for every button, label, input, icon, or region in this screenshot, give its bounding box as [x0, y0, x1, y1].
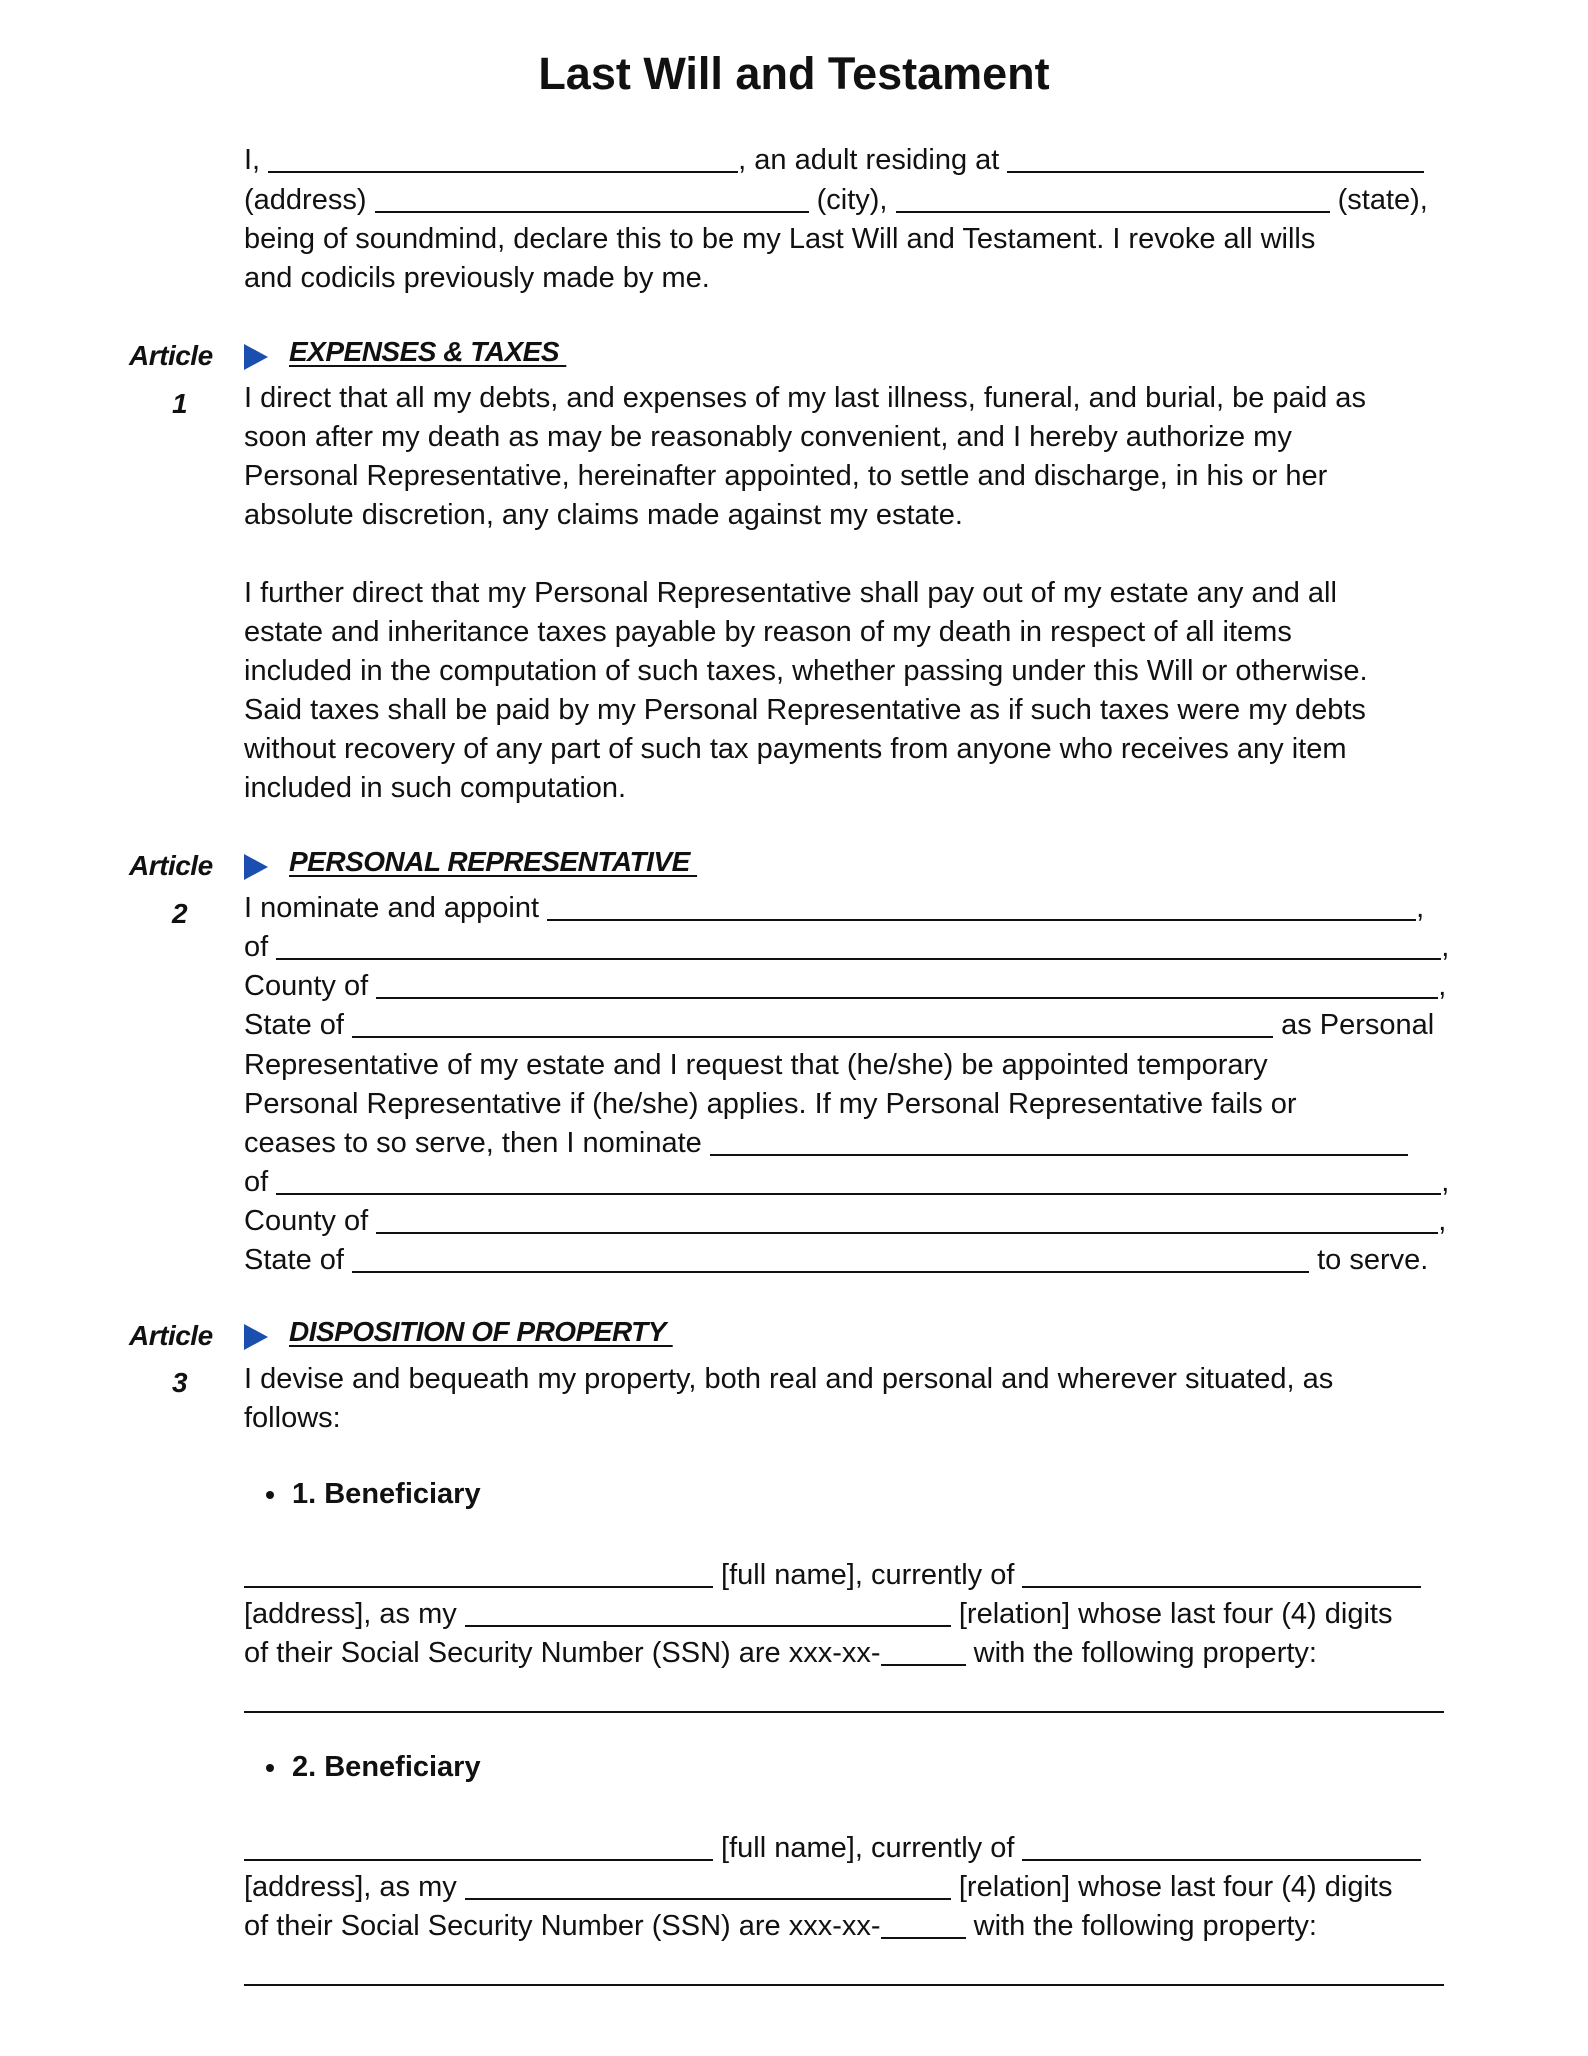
alternate-nominate-line [244, 1123, 1408, 1163]
article-number: 2 [172, 898, 188, 929]
text: I nominate and appoint [244, 892, 548, 924]
beneficiary-line [244, 1594, 1392, 1634]
triangle-bullet-icon [244, 854, 268, 880]
of-line [244, 927, 1449, 967]
beneficiary-ssn-blank[interactable] [881, 1911, 966, 1939]
paragraph-line: I direct that all my debts, and expenses of my last illness, funeral, and burial, be paid as [244, 382, 1366, 414]
article-label: Article [129, 340, 213, 371]
text: , [1441, 1166, 1450, 1198]
beneficiary-name-blank[interactable] [244, 1833, 713, 1861]
text: [relation] whose last four (4) digits [950, 1871, 1393, 1903]
text: [address], as my [244, 1598, 465, 1630]
text: , [1438, 1205, 1447, 1237]
text: (address) [244, 184, 375, 216]
bullet-icon [266, 1764, 274, 1772]
intro-line: being of soundmind, declare this to be my Last Will and Testament. I revoke all wills [244, 223, 1316, 255]
text: 1. Beneficiary [292, 1478, 481, 1510]
paragraph-line: I devise and bequeath my property, both real and personal and wherever situated, as [244, 1363, 1334, 1395]
article-label: Article [129, 850, 213, 881]
text: County of [244, 1205, 377, 1237]
beneficiary-property-blank[interactable] [244, 1685, 1444, 1713]
bullet-icon [266, 1491, 274, 1499]
alternate-county-blank[interactable] [376, 1206, 1438, 1234]
text: of their Social Security Number (SSN) are xxx-xx- [244, 1637, 881, 1669]
triangle-bullet-icon [244, 344, 268, 370]
county-line [244, 1201, 1446, 1241]
representative-of-blank[interactable] [276, 932, 1441, 960]
paragraph-line: without recovery of any part of such tax payments from anyone who receives any item [244, 733, 1347, 765]
text: [address], as my [244, 1871, 465, 1903]
text: ceases to so serve, then I nominate [244, 1127, 710, 1159]
beneficiary-property-line [244, 1680, 1444, 1720]
representative-county-blank[interactable] [376, 971, 1438, 999]
text: of [244, 931, 277, 963]
of-line [244, 1162, 1449, 1202]
representative-state-blank[interactable] [352, 1010, 1273, 1038]
paragraph-line: I further direct that my Personal Representative shall pay out of my estate any and all [244, 577, 1337, 609]
beneficiary-heading [266, 1478, 481, 1511]
text: County of [244, 970, 377, 1002]
text: , an adult residing at [738, 144, 1008, 176]
article-heading: PERSONAL REPRESENTATIVE [289, 846, 698, 877]
text: , [1441, 931, 1450, 963]
beneficiary-line [244, 1867, 1392, 1907]
paragraph-line: estate and inheritance taxes payable by reason of my death in respect of all items [244, 616, 1292, 648]
beneficiary-heading [266, 1751, 481, 1784]
beneficiary-relation-blank[interactable] [465, 1872, 951, 1900]
beneficiary-line [244, 1906, 1317, 1946]
article-label: Article [129, 1320, 213, 1351]
beneficiary-name-blank[interactable] [244, 1560, 713, 1588]
beneficiary-address-blank[interactable] [1022, 1560, 1421, 1588]
paragraph-line: included in the computation of such taxes, whether passing under this Will or otherwise. [244, 655, 1368, 687]
text: State of [244, 1009, 353, 1041]
paragraph-line: absolute discretion, any claims made against my estate. [244, 499, 963, 531]
triangle-bullet-icon [244, 1324, 268, 1350]
text: (state), [1329, 184, 1428, 216]
state-line [244, 1005, 1434, 1045]
beneficiary-property-blank[interactable] [244, 1958, 1444, 1986]
state-blank[interactable] [896, 185, 1330, 213]
city-blank[interactable] [375, 185, 809, 213]
beneficiary-ssn-blank[interactable] [881, 1638, 966, 1666]
text: to serve. [1309, 1244, 1429, 1276]
alternate-name-blank[interactable] [710, 1128, 1408, 1156]
beneficiary-line [244, 1633, 1317, 1673]
intro-line: and codicils previously made by me. [244, 262, 710, 294]
alternate-state-blank[interactable] [352, 1245, 1309, 1273]
paragraph-line: Personal Representative, hereinafter appointed, to settle and discharge, in his or her [244, 460, 1328, 492]
text: State of [244, 1244, 353, 1276]
document-title: Last Will and Testament [538, 48, 1050, 99]
text: I, [244, 144, 269, 176]
intro-line [244, 140, 1424, 180]
representative-name-blank[interactable] [547, 893, 1416, 921]
text: of [244, 1166, 277, 1198]
alternate-of-blank[interactable] [276, 1167, 1441, 1195]
beneficiary-address-blank[interactable] [1022, 1833, 1421, 1861]
beneficiary-relation-blank[interactable] [465, 1599, 951, 1627]
county-line [244, 966, 1446, 1006]
text: [full name], currently of [713, 1832, 1023, 1864]
paragraph-line: Representative of my estate and I request that (he/she) be appointed temporary [244, 1049, 1268, 1081]
beneficiary-line [244, 1555, 1421, 1595]
text: as Personal [1273, 1009, 1435, 1041]
intro-line [244, 180, 1428, 220]
beneficiary-property-line [244, 1953, 1444, 1993]
nominate-line [244, 888, 1424, 928]
residence-blank[interactable] [1007, 145, 1424, 173]
article-number: 1 [172, 388, 188, 419]
text: [relation] whose last four (4) digits [950, 1598, 1393, 1630]
text: (city), [808, 184, 896, 216]
text: with the following property: [965, 1910, 1317, 1942]
paragraph-line: follows: [244, 1402, 341, 1434]
article-number: 3 [172, 1367, 188, 1398]
state-line [244, 1240, 1428, 1280]
text: , [1416, 892, 1425, 924]
text: of their Social Security Number (SSN) are xxx-xx- [244, 1910, 881, 1942]
text: [full name], currently of [713, 1559, 1023, 1591]
paragraph-line: included in such computation. [244, 772, 627, 804]
paragraph-line: soon after my death as may be reasonably convenient, and I hereby authorize my [244, 421, 1292, 453]
text: 2. Beneficiary [292, 1751, 481, 1783]
text: , [1438, 970, 1447, 1002]
article-heading: DISPOSITION OF PROPERTY [289, 1316, 673, 1347]
text: with the following property: [965, 1637, 1317, 1669]
paragraph-line: Personal Representative if (he/she) applies. If my Personal Representative fails or [244, 1088, 1297, 1120]
article-heading: EXPENSES & TAXES [289, 336, 567, 367]
beneficiary-line [244, 1828, 1421, 1868]
paragraph-line: Said taxes shall be paid by my Personal Representative as if such taxes were my debts [244, 694, 1366, 726]
testator-name-blank[interactable] [268, 145, 738, 173]
